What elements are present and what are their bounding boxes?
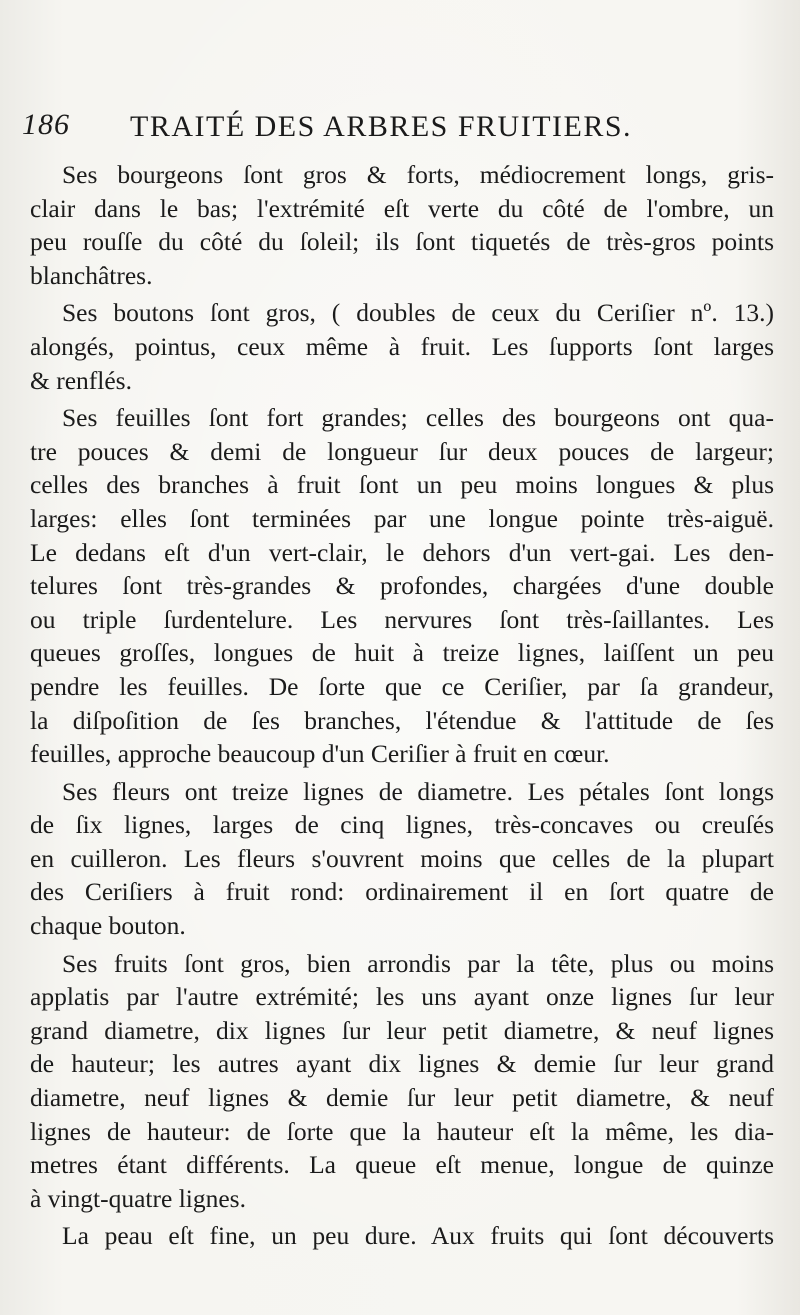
- text-line: telures ſont très-grandes & profondes, chargées d'une double: [30, 571, 774, 601]
- text-line: blanchâtres.: [30, 260, 153, 290]
- page-number: 186: [22, 108, 70, 141]
- text-line: la diſpoſition de ſes branches, l'étendue & l'attitude de ſes: [30, 705, 774, 735]
- text-line: Ses bourgeons ſont gros & forts, médiocrement longs, gris-: [62, 160, 774, 189]
- text-line: lignes de hauteur: de ſorte que la hauteur eſt la même, les dia-: [30, 1116, 774, 1146]
- text-line: alongés, pointus, ceux même à fruit. Les ſupports ſont larges: [30, 331, 774, 361]
- text-line: feuilles, approche beaucoup d'un Ceriſier à fruit en cœur.: [30, 739, 610, 769]
- text-line: pendre les feuilles. De ſorte que ce Ceriſier, par ſa grandeur,: [30, 671, 774, 701]
- page-header: [22, 108, 782, 148]
- paragraph-feuilles: [30, 401, 774, 771]
- paragraph-peau: [30, 1219, 774, 1253]
- body-text: [30, 158, 774, 1253]
- text-line: tre pouces & demi de longueur ſur deux pouces de largeur;: [30, 436, 774, 466]
- text-line: & renflés.: [30, 365, 132, 395]
- text-line: grand diametre, dix lignes ſur leur petit diametre, & neuf lignes: [30, 1015, 774, 1045]
- text-line: ou triple ſurdentelure. Les nervures ſont très-ſaillantes. Les: [30, 604, 774, 634]
- text-line: applatis par l'autre extrémité; les uns ayant onze lignes ſur leur: [30, 982, 774, 1012]
- text-line: Ses fruits ſont gros, bien arrondis par la tête, plus ou moins: [62, 948, 774, 978]
- text-line: peu rouſſe du côté du ſoleil; ils ſont tiquetés de très-gros points: [30, 227, 774, 257]
- text-line: celles des branches à fruit ſont un peu moins longues & plus: [30, 470, 774, 500]
- text-line: de ſix lignes, larges de cinq lignes, très-concaves ou creuſés: [30, 810, 774, 840]
- text-line: diametre, neuf lignes & demie ſur leur petit diametre, & neuf: [30, 1083, 774, 1113]
- text-line: chaque bouton.: [30, 911, 186, 941]
- running-title: TRAITÉ DES ARBRES FRUITIERS.: [130, 110, 633, 143]
- text-line: queues groſſes, longues de huit à treize lignes, laiſſent un peu: [30, 638, 774, 668]
- text-line: larges: elles ſont terminées par une longue pointe très-aiguë.: [30, 503, 774, 533]
- text-line: Le dedans eſt d'un vert-clair, le dehors d'un vert-gai. Les den-: [30, 537, 774, 567]
- text-line: en cuilleron. Les fleurs s'ouvrent moins que celles de la plupart: [30, 843, 774, 873]
- text-line: Ses boutons ſont gros, ( doubles de ceux du Ceriſier nº. 13.): [62, 298, 774, 328]
- text-line: de hauteur; les autres ayant dix lignes & demie ſur leur grand: [30, 1049, 774, 1079]
- paragraph-fruits: [30, 947, 774, 1216]
- text-line: Ses fleurs ont treize lignes de diametre. Les pétales ſont longs: [62, 776, 774, 806]
- text-line: clair dans le bas; l'extrémité eſt verte du côté de l'ombre, un: [30, 193, 774, 223]
- text-line: Ses feuilles ſont fort grandes; celles des bourgeons ont qua-: [62, 403, 774, 433]
- text-line: La peau eſt fine, un peu dure. Aux fruits qui ſont découverts: [62, 1221, 774, 1251]
- text-line: à vingt-quatre lignes.: [30, 1183, 246, 1213]
- paragraph-boutons: [30, 296, 774, 397]
- paragraph-fleurs: [30, 775, 774, 943]
- text-line: des Ceriſiers à fruit rond: ordinairement il en ſort quatre de: [30, 877, 774, 907]
- text-line: metres étant différents. La queue eſt menue, longue de quinze: [30, 1150, 774, 1180]
- paragraph-bourgeons: [30, 158, 774, 292]
